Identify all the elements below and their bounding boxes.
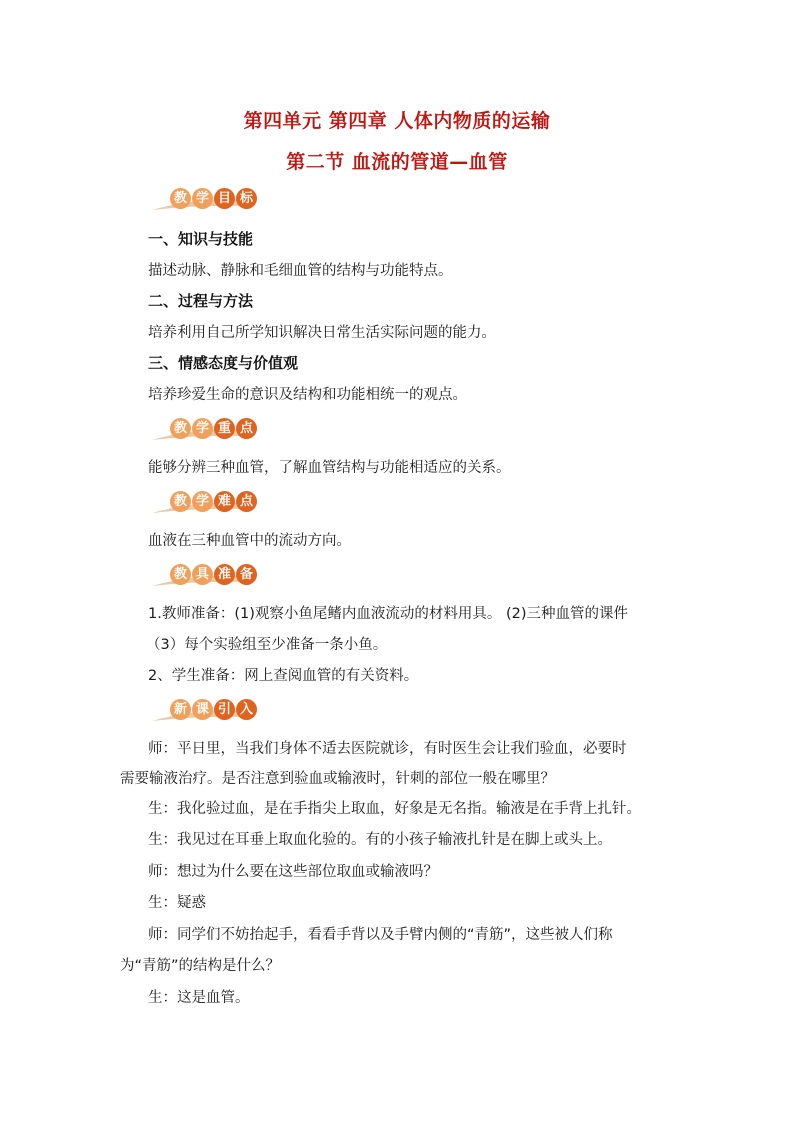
banner-char: 课 bbox=[192, 699, 213, 720]
section-title: 第二节 血流的管道—血管 bbox=[286, 151, 508, 173]
dialogue-line: 师：同学们不妨抬起手，看看手背以及手臂内侧的“青筋”，这些被人们称 bbox=[148, 927, 613, 943]
dialogue-line: 师：平日里，当我们身体不适去医院就诊，有时医生会让我们验血，必要时 bbox=[148, 741, 627, 757]
banner-difficult-points bbox=[150, 487, 260, 517]
prep-teacher-line-cont: （3）每个实验组至少准备一条小鱼。 bbox=[146, 637, 388, 653]
dialogue-line: 生：疑惑 bbox=[148, 895, 206, 911]
banner-key-points bbox=[150, 414, 260, 444]
banner-char: 学 bbox=[192, 418, 213, 439]
banner-teaching-aids bbox=[150, 560, 260, 590]
banner-char: 点 bbox=[236, 491, 257, 512]
banner-char: 学 bbox=[192, 491, 213, 512]
goal-heading-process: 二、过程与方法 bbox=[148, 292, 254, 310]
prep-teacher-line: 1.教师准备：(1)观察小鱼尾鳍内血液流动的材料用具。 (2)三种血管的课件 bbox=[148, 606, 629, 622]
dialogue-line: 需要输液治疗。是否注意到验血或输液时，针刺的部位一般在哪里？ bbox=[120, 771, 555, 787]
banner-char: 新 bbox=[170, 699, 191, 720]
banner-char: 教 bbox=[170, 418, 191, 439]
banner-char: 入 bbox=[236, 699, 257, 720]
banner-char: 标 bbox=[236, 188, 257, 209]
banner-teaching-goals bbox=[150, 184, 260, 214]
main-title: 第四单元 第四章 人体内物质的运输 bbox=[243, 110, 551, 132]
banner-char: 引 bbox=[214, 699, 235, 720]
goal-text-knowledge: 描述动脉、静脉和毛细血管的结构与功能特点。 bbox=[148, 263, 453, 279]
goal-text-process: 培养利用自己所学知识解决日常生活实际问题的能力。 bbox=[148, 325, 496, 341]
banner-char: 重 bbox=[214, 418, 235, 439]
goal-heading-attitude: 三、情感态度与价值观 bbox=[148, 354, 299, 372]
banner-char: 学 bbox=[192, 188, 213, 209]
prep-student-line: 2、学生准备：网上查阅血管的有关资料。 bbox=[148, 668, 419, 684]
banner-char: 难 bbox=[214, 491, 235, 512]
banner-char: 准 bbox=[214, 564, 235, 585]
banner-char: 教 bbox=[170, 491, 191, 512]
banner-char: 教 bbox=[170, 564, 191, 585]
goal-heading-knowledge: 一、知识与技能 bbox=[148, 230, 254, 248]
banner-char: 点 bbox=[236, 418, 257, 439]
difficult-point-text: 血液在三种血管中的流动方向。 bbox=[148, 533, 351, 549]
banner-char: 目 bbox=[214, 188, 235, 209]
banner-char: 备 bbox=[236, 564, 257, 585]
key-point-text: 能够分辨三种血管，了解血管结构与功能相适应的关系。 bbox=[148, 460, 511, 476]
banner-char: 具 bbox=[192, 564, 213, 585]
dialogue-line: 为“青筋”的结构是什么？ bbox=[120, 958, 281, 974]
dialogue-line: 生：我化验过血，是在手指尖上取血，好象是无名指。输液是在手背上扎针。 bbox=[148, 801, 641, 817]
dialogue-line: 生：我见过在耳垂上取血化验的。有的小孩子输液扎针是在脚上或头上。 bbox=[148, 832, 612, 848]
goal-text-attitude: 培养珍爱生命的意识及结构和功能相统一的观点。 bbox=[148, 387, 467, 403]
banner-lesson-intro bbox=[150, 695, 260, 725]
dialogue-line: 师：想过为什么要在这些部位取血或输液吗？ bbox=[148, 864, 438, 880]
banner-char: 教 bbox=[170, 188, 191, 209]
dialogue-line: 生：这是血管。 bbox=[148, 990, 250, 1006]
